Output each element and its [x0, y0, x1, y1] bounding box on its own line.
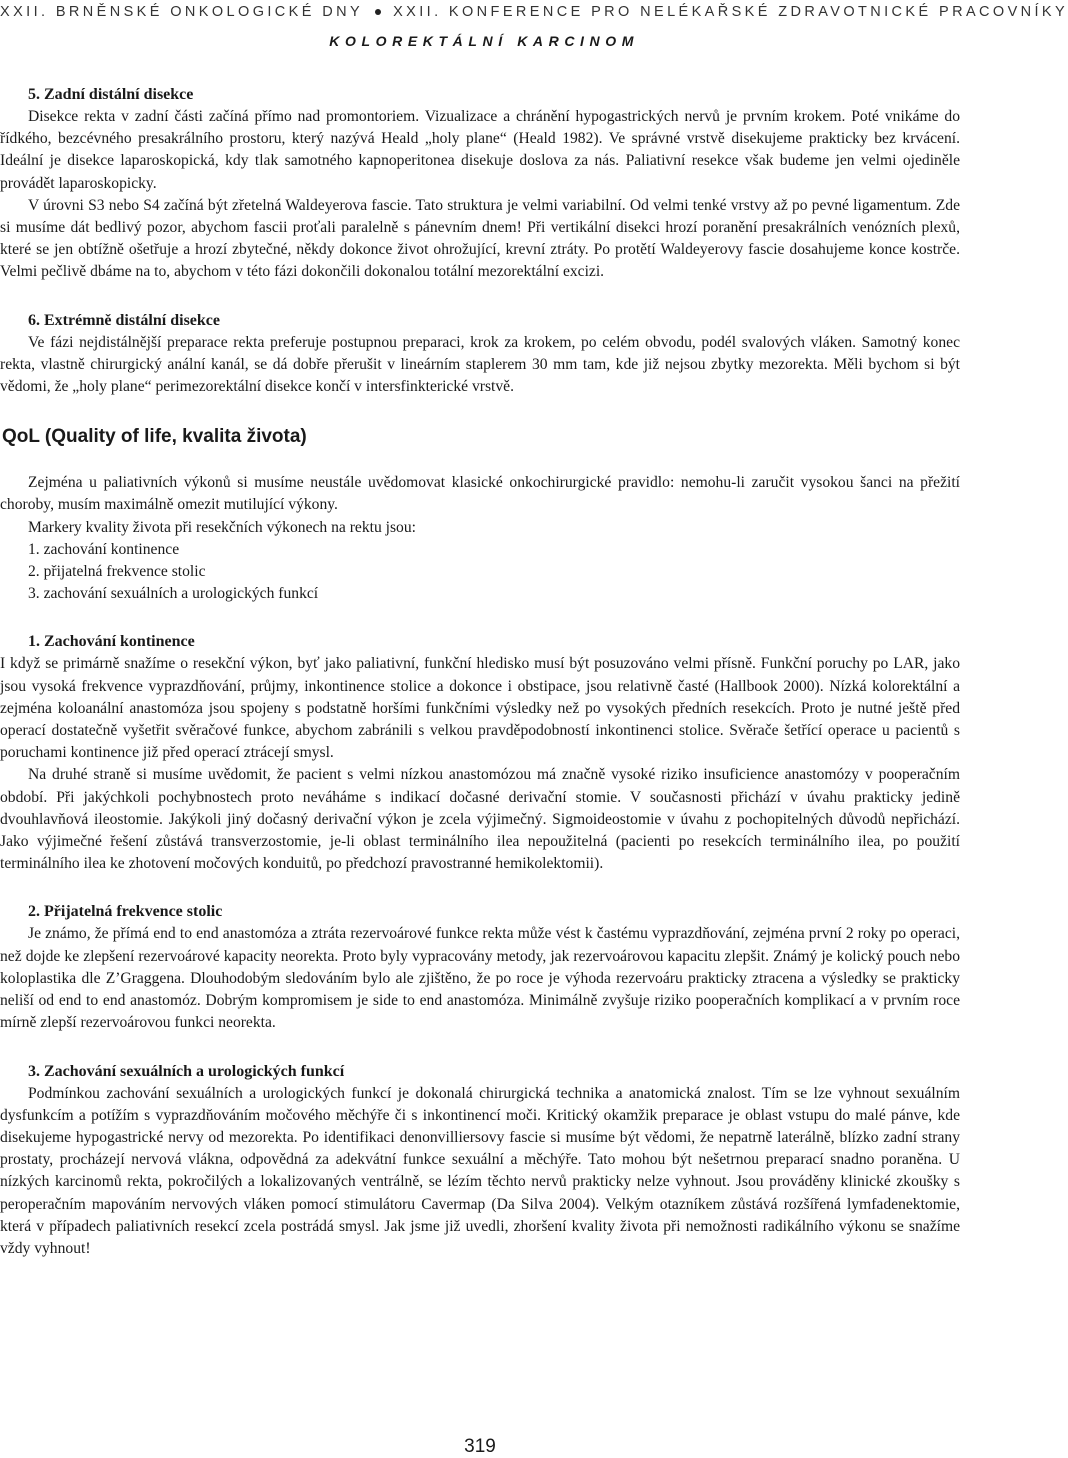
qol-title: QoL (Quality of life, kvalita života) — [2, 426, 307, 448]
section-header: KOLOREKTÁLNÍ KARCINOM — [329, 33, 639, 49]
heading-sexualni-urologicke: 3. Zachování sexuálních a urologických funkcí — [28, 1062, 345, 1080]
header-right: XXII. KONFERENCE PRO NELÉKAŘSKÉ ZDRAVOTNICKÉ PRACOVNÍKY — [393, 4, 1068, 20]
list-item: 3. zachování sexuálních a urologických funkcí — [28, 585, 319, 603]
list-item: 2. přijatelná frekvence stolic — [28, 563, 206, 581]
page-number: 319 — [464, 1436, 496, 1457]
list-intro: Markery kvality života při resekčních výkonech na rektu jsou: — [28, 518, 416, 536]
paragraph: Ve fázi nejdistálnější preparace rekta preferuje postupnou preparaci, krok za krokem, po celém obvodu, podél svalových vláken. Samotný konec rekta, vlastně chirurgický anální kanál, se dá dobře přerušit v lineárním staplerem 30 mm tam, kde již nejsou zbytky mezorekta. Měli bychom si být vědomi, že „holy plane“ perimezorektální disekce končí v intersfinkterické vrstvě. — [0, 333, 960, 396]
paragraph: Na druhé straně si musíme uvědomit, že pacient s velmi nízkou anastomózou má značně vysoké riziko insuficience anastomózy v pooperačním období. Při jakýchkoli pochybnostech proto neváháme s indikací dočasné derivační stomie. V současnosti přichází v úvahu prakticky jedině dvouhlavňová ileostomie. Jakýkoli jiný dočasný derivační výkon je zcela výjimečný. Sigmoideostomie v úvahu z pochopitelných důvodů nepřichází. Jako výjimečné řešení zůstává transverzostomie, je-li oblast terminálního ilea nepoužitelná (pacienti po resekcích terminálního ilea, po použití terminálního ilea ke zhotovení močových konduitů, po předchozí pravostranné hemikolektomii). — [0, 766, 960, 873]
heading-extremne-distalni-disekce: 6. Extrémně distální disekce — [28, 311, 220, 329]
paragraph: Zejména u paliativních výkonů si musíme neustále uvědomovat klasické onkochirurgické pravidlo: nemohu-li zaručit vysokou šanci na přežití choroby, musím maximálně omezit mutilující výkony. — [0, 474, 960, 514]
paragraph: Podmínkou zachování sexuálních a urologických funkcí je dokonalá chirurgická technika a anatomická znalost. Tím se lze vyhnout sexuálním dysfunkcím a potížím s vyprazdňováním močového měchýře či s inkontinencí moči. Kritický okamžik preparace je oblast vstupu do malé pánve, kde disekujeme hypogastrické nervy od mezorekta. Po identifikaci denonvilliersovy fascie si musíme být vědomi, že nepatrně laterálně, blízko zadní strany prostaty, procházejí nervová vlákna, odpovědná za adekvátní funkce sexuální a měchýře. Tato mohou být nešetrnou preparací snadno poraněna. U nízkých karcinomů rekta, pokročilých a lokalizovaných ventrálně, se lézím těchto nervů prakticky nelze vyhnout. Jsou prováděny klinické zkoušky s peroperačním mapováním nervových vláken pomocí stimulátoru Cavermap (Da Silva 2004). Velkým otazníkem zůstává rozšířená lymfadenektomie, která v případech paliativních resekcí zcela postrádá smysl. Jak jsme již uvedli, zhoršení kvality života při nemožnosti radikálního výkonu se snažíme vždy vyhnout! — [0, 1084, 960, 1257]
header-left: XXII. BRNĚNSKÉ ONKOLOGICKÉ DNY — [0, 4, 364, 20]
paragraph: Je známo, že přímá end to end anastomóza a ztráta rezervoárové funkce rekta může vést k častému vyprazdňování, zejména první 2 roky po operaci, než dojde ke zlepšení rezervoárové kapacity neorekta. Proto byly vypracovány metody, jak rezervoárovou kapacitu zlepšit. Známý je kolický pouch nebo koloplastika dle Z’Graggena. Dlouhodobým sledováním bylo ale zjištěno, že po roce je výhoda rezervoáru prakticky ztracena a výsledky se prakticky neliší od end to end anastomóz. Dobrým kompromisem je side to end anastomóza. Minimálně zvyšuje riziko pooperačních komplikací a v prvním roce mírně zlepší rezervoárovou funkci neorekta. — [0, 925, 960, 1032]
paragraph: Disekce rekta v zadní části začíná přímo nad promontoriem. Vizualizace a chránění hypogastrických nervů je prvním krokem. Poté vnikáme do řídkého, bezcévného presakrálního prostoru, který nazývá Heald „holy plane“ (Heald 1982). Ve správné vrstvě disekujeme prakticky bez krvácení. Ideální je disekce laparoskopická, kdy tlak samotného kapnoperitonea disekuje doslova za nás. Paliativní resekce však budeme jen velmi ojediněle provádět laparoskopicky. — [0, 108, 960, 192]
conference-header — [0, 4, 1068, 20]
main-content — [0, 84, 960, 1260]
heading-prijatelna-frekvence: 2. Přijatelná frekvence stolic — [28, 903, 223, 921]
paragraph: V úrovni S3 nebo S4 začíná být zřetelná Waldeyerova fascie. Tato struktura je velmi variabilní. Od velmi tenké vrstvy až po pevné ligamentum. Zde si musíme dát bedlivý pozor, abychom fascii proťali paralelně s pánevním dnem! Při vertikální disekci hrozí poranění presakrálních venózních plexů, které se jen obtížně ošetřuje a hrozí zbytečné, někdy dokonce život ohrožující, krevní ztráty. Po protětí Waldeyerovy fascie dosahujeme konce kostrče. Velmi pečlivě dbáme na to, abychom v této fázi dokončili dokonalou totální mezorektální excizi. — [0, 196, 960, 281]
heading-zadni-distalni-disekce: 5. Zadní distální disekce — [28, 86, 194, 103]
bullet-dot-icon — [375, 9, 381, 15]
heading-zachovani-kontinence: 1. Zachování kontinence — [28, 633, 195, 651]
paragraph: I když se primárně snažíme o resekční výkon, byť jako paliativní, funkční hledisko musí být posuzováno velmi přísně. Funkční poruchy po LAR, jako jsou vysoká frekvence vyprazdňování, průjmy, inkontinence stolice a dokonce i obstipace, jsou relativně časté (Hallbook 2000). Nízká kolorektální a zejména koloanální anastomóza jsou spojeny s podstatně horšími funkčními výsledky než po vysokých předních resekcích. Proto je nutné ještě před operací dostatečně vyšetřit svěračové funkce, abychom zabránili s velkou pravděpodobností inkontinenci stolice. Svěrače šetřící operace u pacientů s poruchami kontinence již před operací ztrácejí smysl. — [0, 655, 960, 762]
list-item: 1. zachování kontinence — [28, 540, 180, 558]
